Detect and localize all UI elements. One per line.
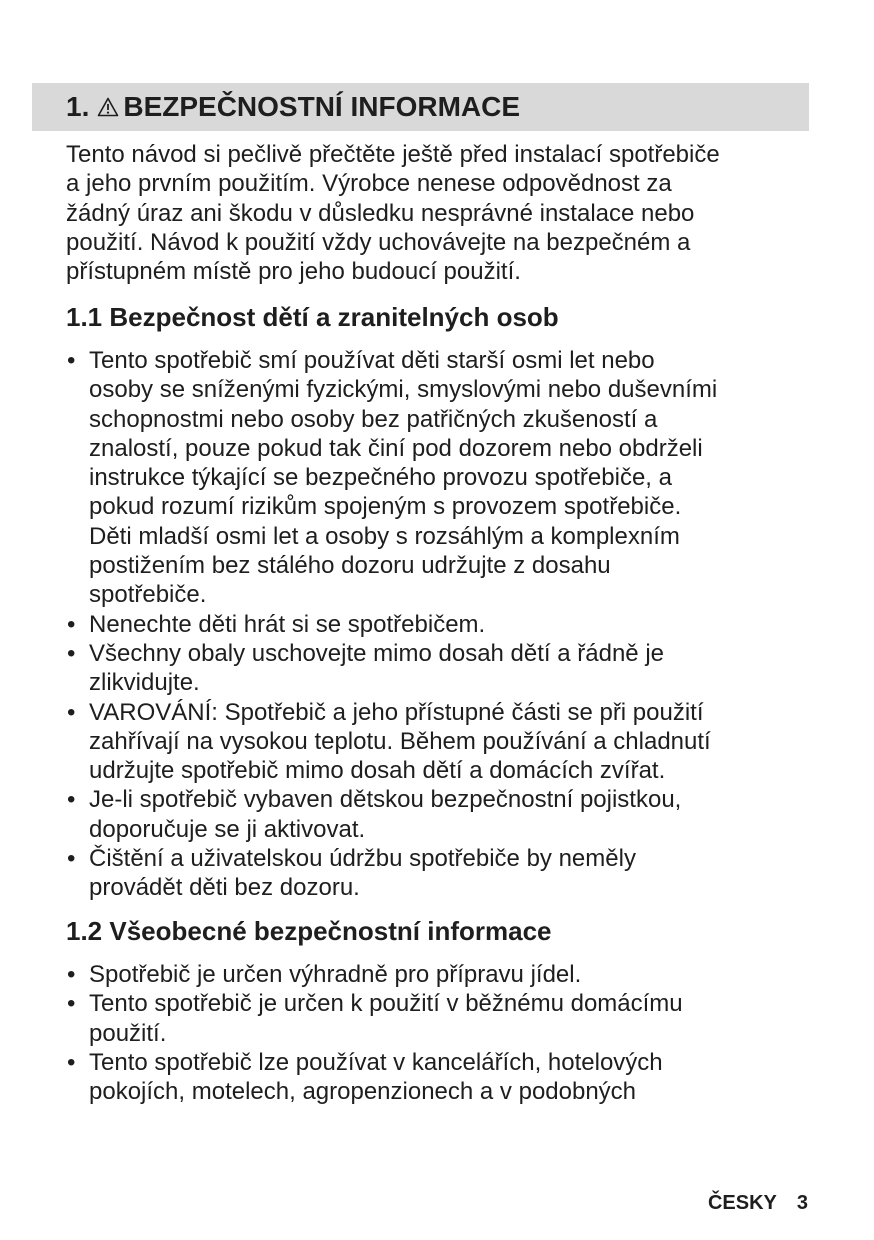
- list-item-line: provádět děti bez dozoru.: [89, 874, 360, 902]
- list-item: [66, 346, 826, 610]
- list-item-line: Čištění a uživatelskou údržbu spotřebiče by neměly: [89, 845, 636, 873]
- bullet-icon: •: [67, 698, 76, 726]
- list-item: [66, 960, 826, 989]
- list-item-line: schopnostmi nebo osoby bez patřičných zkušeností a: [89, 405, 658, 433]
- intro-line: Tento návod si pečlivě přečtěte ještě před instalací spotřebiče: [66, 141, 720, 168]
- warning-triangle-icon: [97, 97, 119, 117]
- list-item-line: Tento spotřebič smí používat děti starší osmi let nebo: [89, 347, 655, 374]
- list-item-line: zahřívají na vysokou teplotu. Během používání a chladnutí: [89, 727, 711, 755]
- list-item-line: VAROVÁNÍ: Spotřebič a jeho přístupné části se při použití: [89, 698, 704, 726]
- child-safety-list: [66, 346, 826, 903]
- list-item-line: udržujte spotřebič mimo dosah dětí a domácích zvířat.: [89, 757, 666, 785]
- list-item: [66, 844, 826, 903]
- section-title: BEZPEČNOSTNÍ INFORMACE: [123, 91, 521, 122]
- list-item: [66, 785, 826, 844]
- intro-line: a jeho prvním použitím. Výrobce nenese odpovědnost za: [66, 170, 672, 198]
- list-item-line: osoby se sníženými fyzickými, smyslovými nebo duševními: [89, 376, 718, 404]
- bullet-icon: •: [67, 786, 76, 814]
- intro-line: přístupném místě pro jeho budoucí použití.: [66, 258, 521, 286]
- bullet-icon: •: [67, 845, 76, 873]
- section-number: 1.: [66, 91, 90, 122]
- list-item-line: pokojích, motelech, agropenzionech a v podobných: [89, 1078, 637, 1106]
- bullet-icon: •: [67, 639, 76, 667]
- general-safety-list: [66, 960, 826, 1106]
- bullet-icon: •: [67, 961, 76, 988]
- intro-line: použití. Návod k použití vždy uchovávejte na bezpečném a: [66, 228, 691, 256]
- list-item-line: postižením bez stálého dozoru udržujte z dosahu: [89, 552, 611, 580]
- list-item-line: Nenechte děti hrát si se spotřebičem.: [89, 610, 486, 638]
- list-item: [66, 610, 826, 639]
- bullet-icon: •: [67, 610, 76, 638]
- list-item-line: znalostí, pouze pokud tak činí pod dozorem nebo obdrželi: [89, 434, 703, 462]
- list-item-line: instrukce týkající se bezpečného provozu spotřebiče, a: [89, 464, 672, 492]
- list-item-line: použití.: [89, 1019, 167, 1047]
- list-item-line: doporučuje se ji aktivovat.: [89, 815, 366, 843]
- list-item-line: Spotřebič je určen výhradně pro přípravu jídel.: [89, 961, 582, 988]
- list-item-line: Děti mladší osmi let a osoby s rozsáhlým a komplexním: [89, 522, 680, 550]
- list-item: [66, 639, 826, 698]
- section-header: [32, 83, 809, 131]
- list-item-line: Je-li spotřebič vybaven dětskou bezpečnostní pojistkou,: [89, 786, 682, 814]
- bullet-icon: •: [67, 1048, 76, 1076]
- list-item-line: Tento spotřebič je určen k použití v běžnému domácímu: [89, 990, 683, 1018]
- list-item: [66, 1048, 826, 1107]
- list-item: [66, 989, 826, 1048]
- bullet-icon: •: [67, 347, 76, 374]
- list-item-line: spotřebiče.: [89, 581, 207, 609]
- list-item-line: pokud rozumí rizikům spojeným s provozem spotřebiče.: [89, 493, 682, 521]
- intro-line: žádný úraz ani škodu v důsledku nesprávné instalace nebo: [66, 199, 695, 227]
- list-item: [66, 698, 826, 786]
- list-item-line: Tento spotřebič lze používat v kancelářích, hotelových: [89, 1048, 663, 1076]
- page-number: 3: [796, 1192, 808, 1214]
- subsection-heading-child-safety: 1.1 Bezpečnost dětí a zranitelných osob: [66, 302, 559, 332]
- intro-paragraph: [66, 140, 826, 286]
- list-item-line: zlikvidujte.: [89, 669, 200, 697]
- page-footer: [708, 1192, 808, 1215]
- footer-language: ČESKY: [707, 1192, 777, 1214]
- bullet-icon: •: [67, 990, 76, 1018]
- list-item-line: Všechny obaly uschovejte mimo dosah dětí a řádně je: [89, 639, 665, 667]
- subsection-heading-general-safety: 1.2 Všeobecné bezpečnostní informace: [66, 916, 552, 946]
